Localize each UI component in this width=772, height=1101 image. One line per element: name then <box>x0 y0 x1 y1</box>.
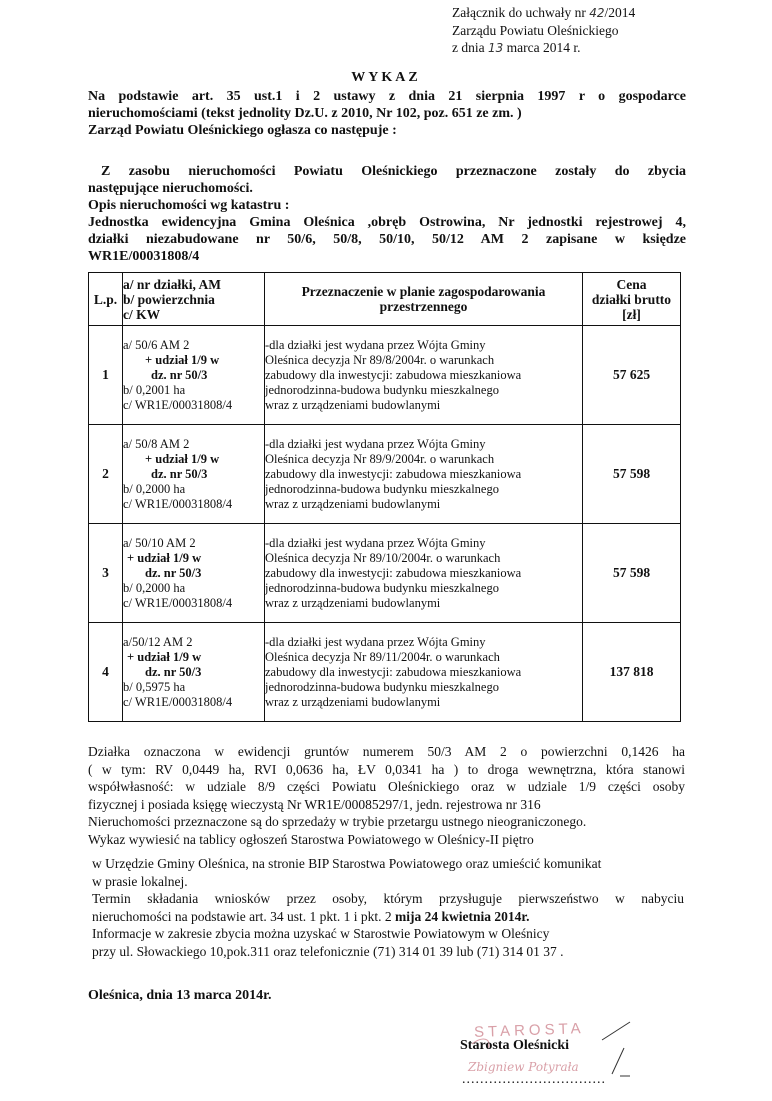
parcel-area: b/ 0,2000 ha <box>123 580 186 595</box>
purpose-line: zabudowy dla inwestycji: zabudowa mieszkaniowa <box>265 367 522 382</box>
table-row <box>89 524 681 623</box>
parcel-kw: c/ WR1E/00031808/4 <box>123 397 233 412</box>
purpose-line: -dla działki jest wydana przez Wójta Gminy <box>265 535 486 550</box>
document-title: WYKAZ <box>351 70 421 85</box>
parcel-number: a/ 50/8 AM 2 <box>123 436 190 451</box>
note-line: Informacje w zakresie zbycia można uzyskać w Starostwie Powiatowym w Oleśnicy <box>92 926 550 941</box>
row-parcel <box>123 326 265 425</box>
property-table <box>88 272 681 722</box>
row-purpose <box>265 425 583 524</box>
row-price: 57 598 <box>583 425 681 524</box>
annex-text: Załącznik do uchwały nr <box>452 5 590 20</box>
parcel-share: + udział 1/9 w <box>127 649 202 664</box>
parcel-share: + udział 1/9 w <box>127 550 202 565</box>
purpose-line: jednorodzinna-budowa budynku mieszkalnego <box>265 382 499 397</box>
purpose-line: wraz z urządzeniami budowlanymi <box>265 694 441 709</box>
header-parcel-line: c/ KW <box>123 306 161 322</box>
row-price: 137 818 <box>583 623 681 722</box>
document-date: Oleśnica, dnia 13 marca 2014r. <box>88 988 272 1003</box>
note-line: współwłasność: w udziale 8/9 części Powiatu Oleśnickiego oraz w udziale 1/9 części osoby <box>88 779 685 794</box>
road-parcel-note <box>88 743 685 848</box>
table-row <box>89 425 681 524</box>
purpose-line: Oleśnica decyzja Nr 89/8/2004r. o warunkach <box>265 352 495 367</box>
signature-block <box>452 1018 652 1098</box>
annex-line-1 <box>452 4 635 22</box>
row-purpose <box>265 326 583 425</box>
parcel-number: a/50/12 AM 2 <box>123 634 193 649</box>
parcel-road: dz. nr 50/3 <box>151 466 208 481</box>
purpose-line: zabudowy dla inwestycji: zabudowa mieszkaniowa <box>265 466 522 481</box>
purpose-line: zabudowy dla inwestycji: zabudowa mieszkaniowa <box>265 565 522 580</box>
parcel-share: + udział 1/9 w <box>145 352 220 367</box>
row-purpose <box>265 524 583 623</box>
parcel-number: a/ 50/6 AM 2 <box>123 337 190 352</box>
parcel-road: dz. nr 50/3 <box>145 664 202 679</box>
row-lp: 4 <box>89 623 123 722</box>
intro-line: Zarząd Powiatu Oleśnickiego ogłasza co następuje : <box>88 123 397 138</box>
row-parcel <box>123 524 265 623</box>
description-line: Jednostka ewidencyjna Gmina Oleśnica ,obręb Ostrowina, Nr jednostki rejestrowej 4, <box>88 215 686 230</box>
parcel-share: + udział 1/9 w <box>145 451 220 466</box>
row-parcel <box>123 623 265 722</box>
row-lp: 3 <box>89 524 123 623</box>
row-lp: 1 <box>89 326 123 425</box>
header-price-line: działki brutto <box>591 291 672 307</box>
purpose-line: wraz z urządzeniami budowlanymi <box>265 595 441 610</box>
header-purpose <box>265 273 583 326</box>
row-lp: 2 <box>89 425 123 524</box>
header-parcel <box>123 273 265 326</box>
purpose-line: jednorodzinna-budowa budynku mieszkalnego <box>265 580 499 595</box>
note-line: fizycznej i posiada księgę wieczystą Nr WR1E/00085297/1, jedn. rejestrowa nr 316 <box>88 796 541 812</box>
description-line: Z zasobu nieruchomości Powiatu Oleśnickiego przeznaczone zostały do zbycia <box>101 164 686 179</box>
parcel-area: b/ 0,2001 ha <box>123 382 186 397</box>
header-price-line: [zł] <box>622 306 641 322</box>
note-line: Działka oznaczona w ewidencji gruntów numerem 50/3 AM 2 o powierzchni 0,1426 ha <box>88 744 685 759</box>
purpose-line: Oleśnica decyzja Nr 89/11/2004r. o warunkach <box>265 649 500 664</box>
purpose-line: Oleśnica decyzja Nr 89/9/2004r. o warunkach <box>265 451 495 466</box>
purpose-line: jednorodzinna-budowa budynku mieszkalnego <box>265 679 499 694</box>
handwritten-resolution-number: 42 <box>589 6 605 20</box>
parcel-kw: c/ WR1E/00031808/4 <box>123 496 233 511</box>
publication-note <box>92 855 684 960</box>
intro-paragraph <box>88 88 686 139</box>
intro-line: Na podstawie art. 35 ust.1 i 2 ustawy z dnia 21 sierpnia 1997 r o gospodarce <box>88 89 686 104</box>
purpose-line: wraz z urządzeniami budowlanymi <box>265 397 441 412</box>
parcel-number: a/ 50/10 AM 2 <box>123 535 196 550</box>
header-parcel-line: b/ powierzchnia <box>123 291 215 307</box>
parcel-road: dz. nr 50/3 <box>151 367 208 382</box>
annex-text: z dnia <box>452 40 488 55</box>
header-purpose-line: Przeznaczenie w planie zagospodarowania <box>301 284 546 299</box>
deadline-text: nieruchomości na podstawie art. 34 ust. 1 pkt. 1 i pkt. 2 <box>92 908 395 924</box>
description-line: działki niezabudowane nr 50/6, 50/8, 50/10, 50/12 AM 2 zapisane w księdze <box>88 232 686 247</box>
table-header-row <box>89 273 681 326</box>
signature-name: Zbigniew Potyrała <box>468 1060 579 1074</box>
row-price: 57 625 <box>583 326 681 425</box>
table-row <box>89 326 681 425</box>
header-purpose-line: przestrzennego <box>379 299 468 314</box>
note-line: Nieruchomości przeznaczone są do sprzedaży w trybie przetargu ustnego nieograniczonego. <box>88 814 587 829</box>
parcel-kw: c/ WR1E/00031808/4 <box>123 694 233 709</box>
header-price <box>583 273 681 326</box>
parcel-area: b/ 0,5975 ha <box>123 679 186 694</box>
description-line: WR1E/00031808/4 <box>88 249 200 264</box>
note-line: ( w tym: RV 0,0449 ha, RVI 0,0636 ha, ŁV 0,0341 ha ) to droga wewnętrzna, która stanowi <box>88 761 685 777</box>
note-line <box>92 908 684 926</box>
annex-line-3 <box>452 39 635 57</box>
note-line: Termin składania wniosków przez osoby, którym przysługuje pierwszeństwo w nabyciu <box>92 891 684 906</box>
header-parcel-line: a/ nr działki, AM <box>123 276 222 292</box>
description-line: następujące nieruchomości. <box>88 181 253 196</box>
header-lp: L.p. <box>89 273 123 326</box>
purpose-line: jednorodzinna-budowa budynku mieszkalnego <box>265 481 499 496</box>
stamp-text: STAROSTA <box>473 1020 585 1041</box>
deadline-date: mija 24 kwietnia 2014r. <box>394 908 530 924</box>
property-description <box>88 163 686 265</box>
note-line: przy ul. Słowackiego 10,pok.311 oraz telefonicznie (71) 314 01 39 lub (71) 314 01 37 . <box>92 943 564 959</box>
row-price: 57 598 <box>583 524 681 623</box>
annex-text: marca 2014 r. <box>503 40 581 55</box>
note-line: w Urzędzie Gminy Oleśnica, na stronie BIP Starostwa Powiatowego oraz umieścić komunikat <box>92 856 602 871</box>
parcel-area: b/ 0,2000 ha <box>123 481 186 496</box>
signature-line: ................................ <box>462 1072 606 1087</box>
purpose-line: -dla działki jest wydana przez Wójta Gminy <box>265 436 486 451</box>
annex-text: /2014 <box>604 5 636 20</box>
row-parcel <box>123 425 265 524</box>
purpose-line: -dla działki jest wydana przez Wójta Gminy <box>265 634 486 649</box>
table-row <box>89 623 681 722</box>
purpose-line: -dla działki jest wydana przez Wójta Gminy <box>265 337 486 352</box>
description-line: Opis nieruchomości wg katastru : <box>88 198 290 213</box>
signature-title: Starosta Oleśnicki <box>460 1038 570 1053</box>
annex-line-2: Zarządu Powiatu Oleśnickiego <box>452 23 619 38</box>
row-purpose <box>265 623 583 722</box>
parcel-road: dz. nr 50/3 <box>145 565 202 580</box>
handwritten-day: 13 <box>488 41 504 55</box>
header-price-line: Cena <box>616 276 647 292</box>
purpose-line: Oleśnica decyzja Nr 89/10/2004r. o warunkach <box>265 550 501 565</box>
purpose-line: wraz z urządzeniami budowlanymi <box>265 496 441 511</box>
intro-line: nieruchomościami (tekst jednolity Dz.U. z 2010, Nr 102, poz. 651 ze zm. ) <box>88 106 522 121</box>
annex-header <box>452 4 635 57</box>
note-line: Wykaz wywiesić na tablicy ogłoszeń Starostwa Powiatowego w Oleśnicy-II piętro <box>88 831 534 847</box>
note-line: w prasie lokalnej. <box>92 873 188 889</box>
purpose-line: zabudowy dla inwestycji: zabudowa mieszkaniowa <box>265 664 522 679</box>
parcel-kw: c/ WR1E/00031808/4 <box>123 595 233 610</box>
